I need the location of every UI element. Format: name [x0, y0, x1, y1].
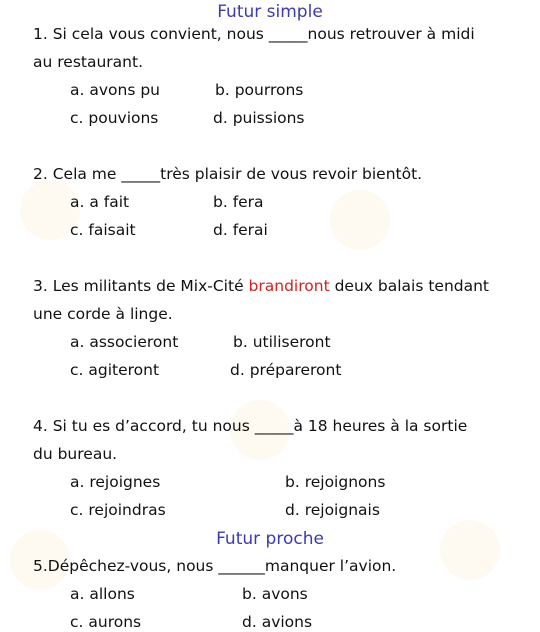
question-3-text-cont: une corde à linge.	[33, 305, 173, 323]
question-3-text	[33, 277, 489, 295]
question-3-option-a[interactable]: a. associeront	[70, 333, 179, 351]
section-title-futur-simple: Futur simple	[217, 2, 323, 22]
question-1-option-a[interactable]: a. avons pu	[70, 81, 160, 99]
section-title-futur-proche: Futur proche	[216, 529, 324, 549]
question-1-option-b[interactable]: b. pourrons	[215, 81, 304, 99]
question-2-option-b[interactable]: b. fera	[213, 193, 264, 211]
question-4-option-b[interactable]: b. rejoignons	[285, 473, 386, 491]
question-4-option-d[interactable]: d. rejoignais	[285, 501, 380, 519]
question-4-text: 4. Si tu es d’accord, tu nous _____à 18 heures à la sortie	[33, 417, 468, 435]
question-2-text: 2. Cela me _____très plaisir de vous revoir bientôt.	[33, 165, 423, 183]
question-3-highlighted-verb: brandiront	[248, 277, 330, 295]
question-5-option-d[interactable]: d. avions	[242, 613, 313, 631]
question-5-option-c[interactable]: c. aurons	[70, 613, 142, 631]
question-1-option-c[interactable]: c. pouvions	[70, 109, 159, 127]
watermark-blob	[330, 190, 390, 250]
question-4-option-c[interactable]: c. rejoindras	[70, 501, 166, 519]
question-3-text-start: 3. Les militants de Mix-Cité	[33, 277, 249, 295]
question-3-option-c[interactable]: c. agiteront	[70, 361, 160, 379]
question-3-text-end: deux balais tendant	[329, 277, 490, 295]
question-1-option-d[interactable]: d. puissions	[213, 109, 305, 127]
question-3-option-d[interactable]: d. prépareront	[230, 361, 342, 379]
question-3-option-b[interactable]: b. utiliseront	[233, 333, 331, 351]
question-5-option-a[interactable]: a. allons	[70, 585, 135, 603]
question-4-option-a[interactable]: a. rejoignes	[70, 473, 161, 491]
question-1-text-cont: au restaurant.	[33, 53, 143, 71]
question-4-text-cont: du bureau.	[33, 445, 118, 463]
question-5-text: 5.Dépêchez-vous, nous ______manquer l’avion.	[33, 557, 397, 575]
question-5-option-b[interactable]: b. avons	[242, 585, 308, 603]
question-2-option-c[interactable]: c. faisait	[70, 221, 136, 239]
question-2-option-a[interactable]: a. a fait	[70, 193, 130, 211]
question-2-option-d[interactable]: d. ferai	[213, 221, 268, 239]
question-1-text: 1. Si cela vous convient, nous _____nous retrouver à midi	[33, 25, 475, 43]
